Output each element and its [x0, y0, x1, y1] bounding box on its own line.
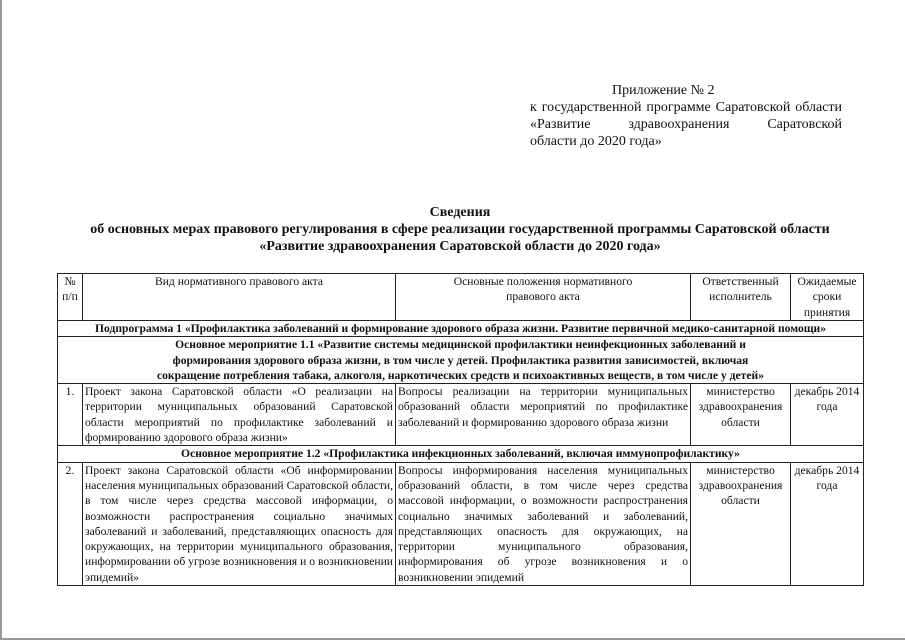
appendix-program-end: области до 2020 года»	[530, 134, 662, 149]
row-num: 2.	[58, 462, 83, 585]
row-provisions: Вопросы информирования населения муниципальных образований области, в том числе через средства массовой информации, о возможности распространения социально значимых заболеваний и заболеваний, представляющих опасность для окружающих, на территории муниципального образования, информирования об угрозе возникновения и о возникновении эпидемий	[396, 462, 691, 585]
row-deadline: декабрь 2014 года	[791, 384, 864, 446]
row-executor: министерство здравоохранения области	[691, 384, 791, 446]
appendix-note	[530, 82, 842, 150]
title-line-2: об основных мерах правового регулирования в сфере реализации государственной программы Саратовской области	[90, 222, 830, 237]
header-deadline: Ожидаемые сроки принятия	[791, 274, 864, 321]
table-row	[58, 462, 864, 585]
header-num: № п/п	[58, 274, 83, 321]
table-row	[58, 384, 864, 446]
subprogram-title: Подпрограмма 1 «Профилактика заболеваний и формирование здорового образа жизни. Развитие первичной медико-санитарной помощи»	[58, 321, 864, 337]
document-title	[40, 204, 880, 255]
title-line-1: Сведения	[429, 205, 491, 220]
table-header-row	[58, 274, 864, 321]
row-act: Проект закона Саратовской области «О реализации на территории муниципальных образований Саратовской области мероприятий по профилактике заболеваний и формированию здорового образа жизни»	[83, 384, 396, 446]
row-provisions: Вопросы реализации на территории муниципальных образований области мероприятий по профилактике заболеваний и формированию здорового образа жизни	[396, 384, 691, 446]
row-act: Проект закона Саратовской области «Об информировании населения муниципальных образований Саратовской области, в том числе через средства массовой информации, о возможности распространения социально значимых заболеваний и заболеваний, представляющих опасность для окружающих, на территории муниципального образования, информировании об угрозе возникновения и о возникновении эпидемий»	[83, 462, 396, 585]
regulation-table	[57, 273, 864, 586]
appendix-number: Приложение № 2	[612, 83, 715, 98]
header-act-type: Вид нормативного правового акта	[83, 274, 396, 321]
header-executor: Ответственный исполнитель	[691, 274, 791, 321]
measure-1-2-title: Основное мероприятие 1.2 «Профилактика инфекционных заболеваний, включая иммунопрофилактику»	[58, 446, 864, 462]
measure-row	[58, 446, 864, 462]
title-line-3: «Развитие здравоохранения Саратовской области до 2020 года»	[259, 239, 661, 254]
row-executor: министерство здравоохранения области	[691, 462, 791, 585]
row-num: 1.	[58, 384, 83, 446]
measure-row	[58, 337, 864, 384]
subprogram-row	[58, 321, 864, 337]
appendix-program: к государственной программе Саратовской области «Развитие здравоохранения Саратовской	[530, 100, 842, 132]
measure-1-1-title: Основное мероприятие 1.1 «Развитие системы медицинской профилактики неинфекционных заболеваний и формирования здорового образа жизни, в том числе у детей. Профилактика развития зависимостей, включая сокращение потребления табака, алкоголя, наркотических средств и психоактивных веществ, в том числе у детей»	[58, 337, 864, 384]
row-deadline: декабрь 2014 года	[791, 462, 864, 585]
header-provisions: Основные положения нормативного правового акта	[396, 274, 691, 321]
